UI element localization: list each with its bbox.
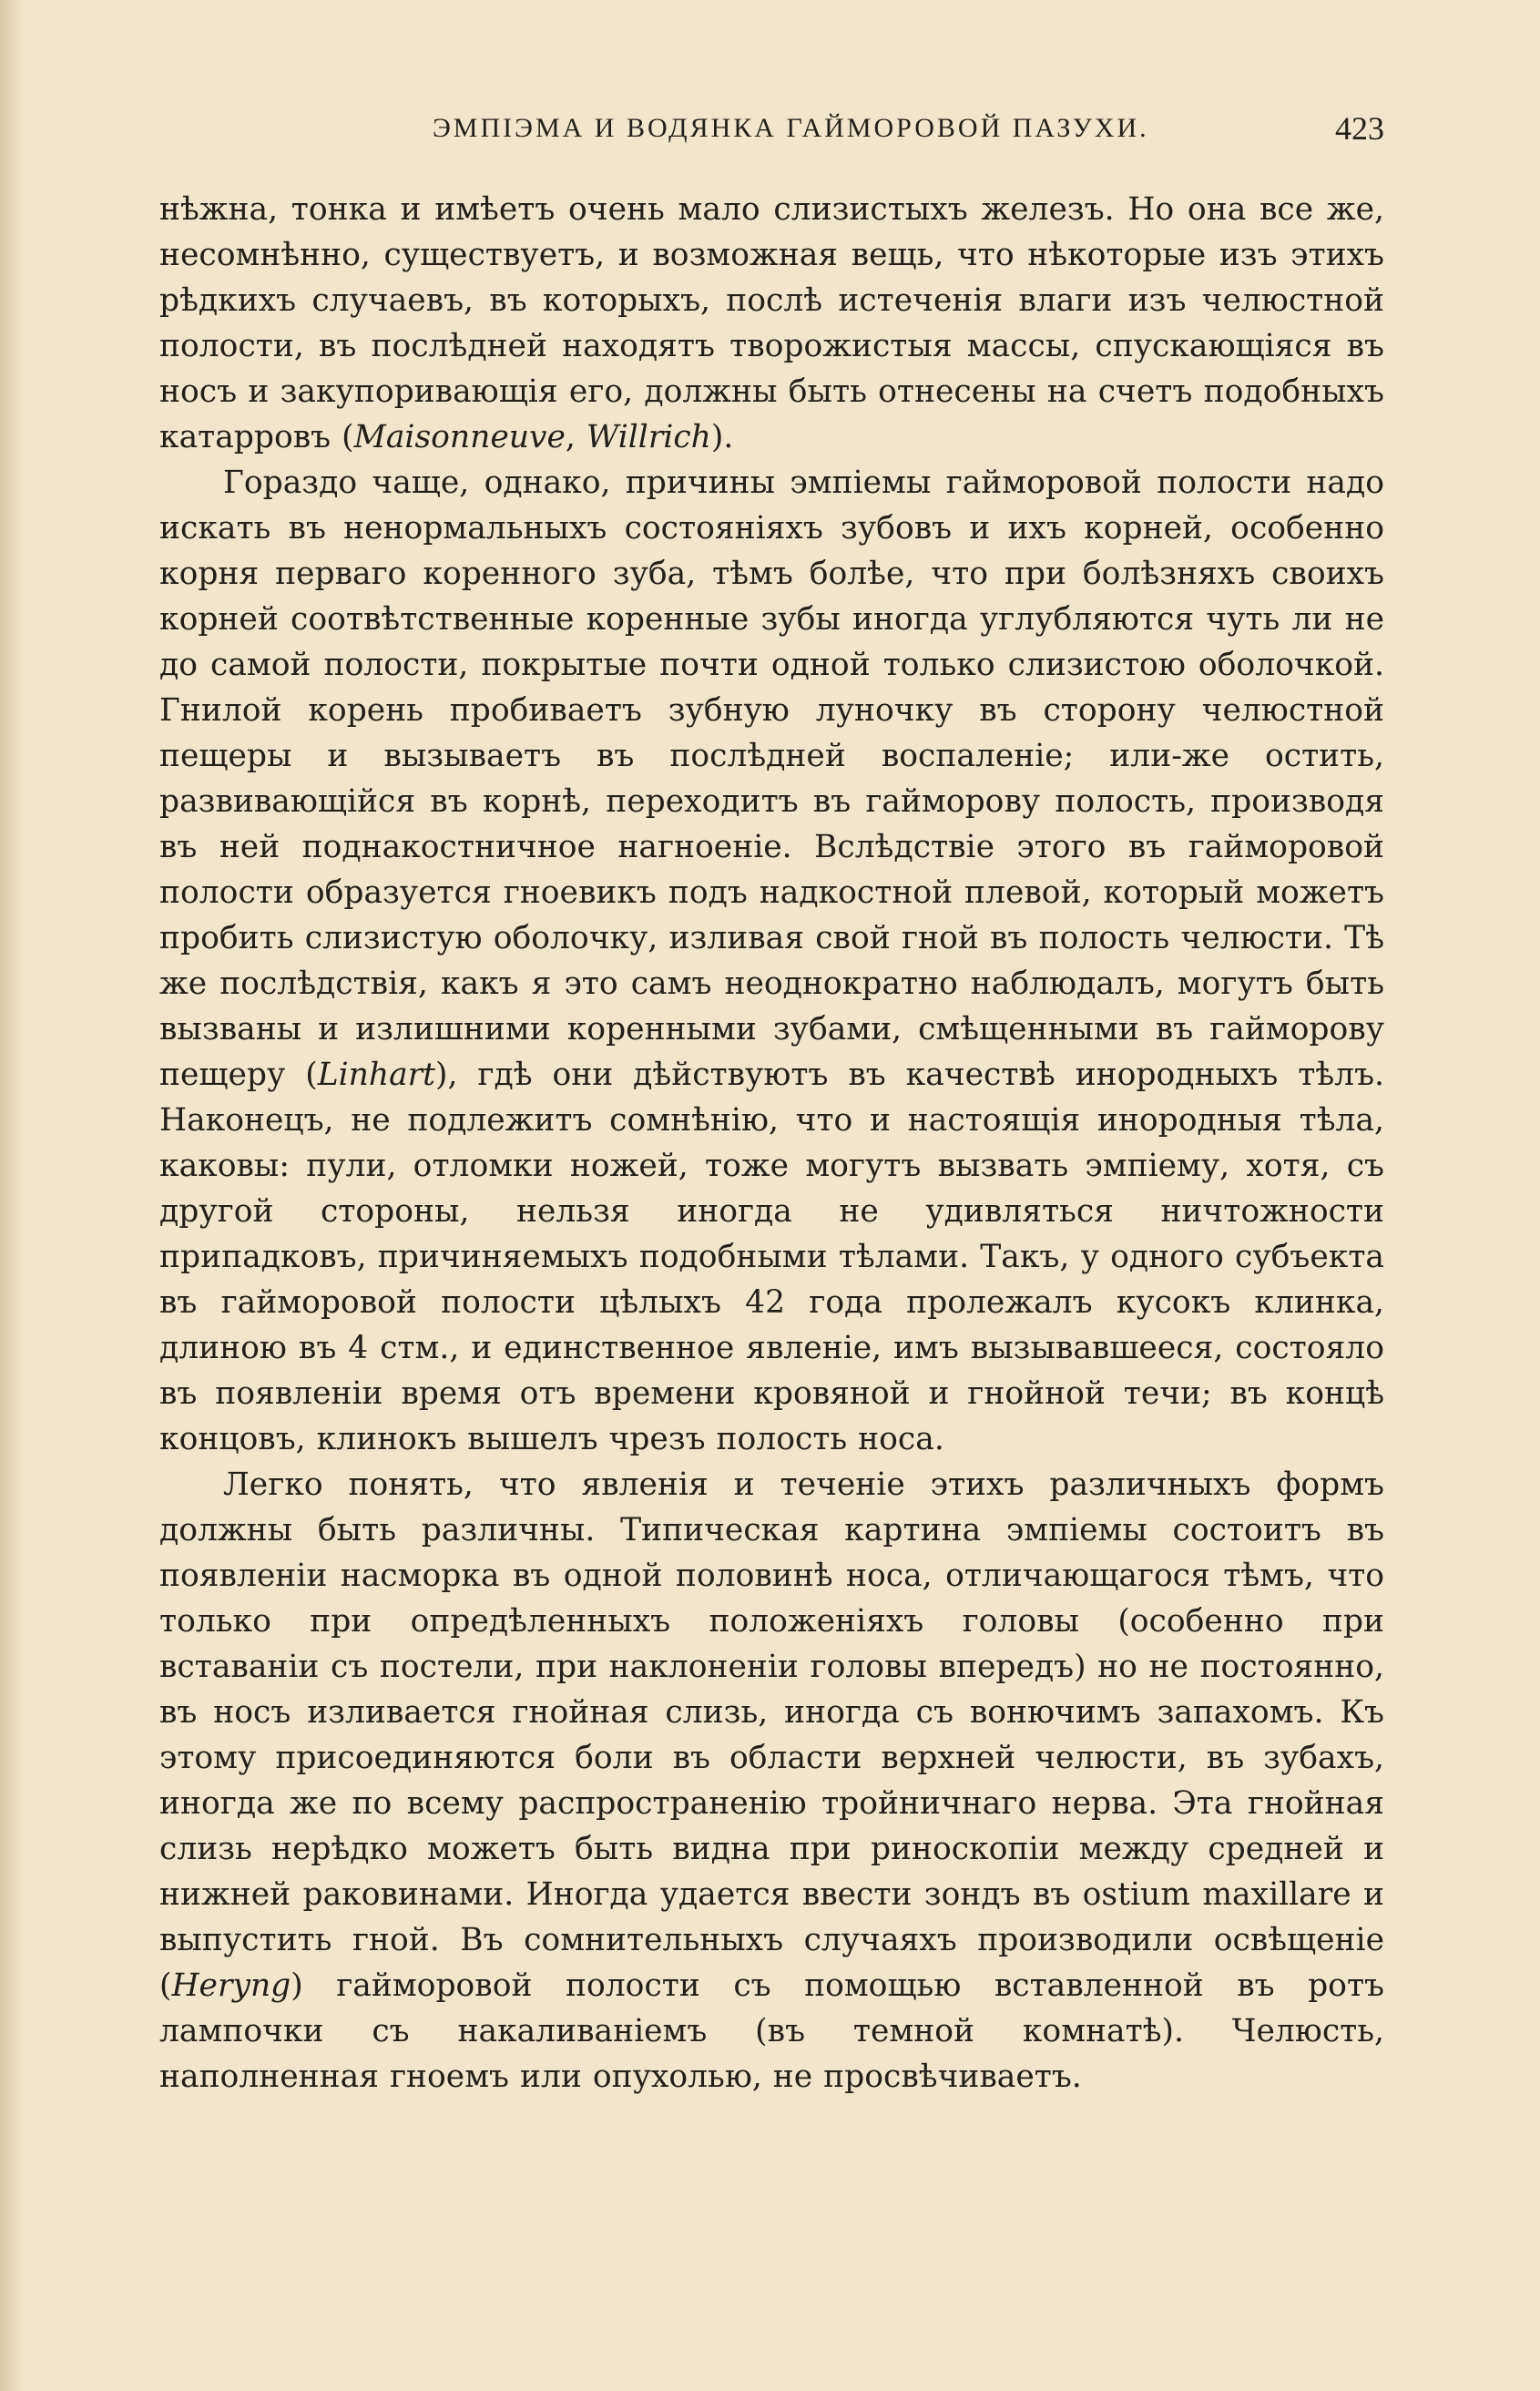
text-segment: ), гдѣ они дѣйствуютъ въ качествѣ инородныхъ тѣлъ. Наконецъ, не подлежитъ сомнѣнію, что и настоящія инородныя тѣла, каковы: пули, отломки ножей, тоже могутъ вызвать эмпіему, хотя, съ другой стороны, нельзя иногда не удивляться ничтожности припадковъ, причиняемыхъ подобными тѣлами. Такъ, у одного субъекта въ гайморовой полости цѣлыхъ 42 года пролежалъ кусокъ клинка, длиною въ 4 стм., и единственное явленіе, имъ вызывавшееся, состояло въ появленіи время отъ времени кровяной и гнойной течи; въ концѣ концовъ, клинокъ вышелъ чрезъ полость носа.	[159, 1057, 1385, 1457]
text-segment: ).	[710, 419, 734, 455]
author-reference: Heryng	[171, 1967, 291, 2004]
paragraph-1	[159, 187, 1384, 460]
page-body	[159, 187, 1384, 2100]
text-segment: Легко понять, что явленія и теченіе этихъ различныхъ формъ должны быть различны. Типическая картина эмпіемы состоитъ въ появленіи насморка въ одной половинѣ носа, отличающагося тѣмъ, что только при опредѣленныхъ положеніяхъ головы (особенно при вставаніи съ постели, при наклоненіи головы впередъ) но не постоянно, въ носъ изливается гнойная слизь, иногда съ вонючимъ запахомъ. Къ этому присоединяются боли въ области верхней челюсти, въ зубахъ, иногда же по всему распространенію тройничнаго нерва. Эта гнойная слизь нерѣдко можетъ быть видна при риноскопіи между средней и нижней раковинами. Иногда удается ввести зондъ въ ostium maxillare и выпустить гной. Въ сомнительныхъ случаяхъ производили освѣщеніе (	[159, 1466, 1384, 2004]
running-head: ЭМПІЭМА И ВОДЯНКА ГАЙМОРОВОЙ ПАЗУХИ.	[433, 113, 1149, 143]
page-number: 423	[1335, 110, 1384, 147]
text-segment: нѣжна, тонка и имѣетъ очень мало слизистыхъ железъ. Но она все же, несомнѣнно, существуетъ, и возможная вещь, что нѣкоторые изъ этихъ рѣдкихъ случаевъ, въ которыхъ, послѣ истеченія влаги изъ челюстной полости, въ послѣдней находятъ творожистыя массы, спускающіяся въ носъ и закупоривающія его, должны быть отнесены на счетъ подобныхъ катарровъ (	[159, 191, 1384, 455]
text-segment: ) гайморовой полости съ помощью вставленной въ ротъ лампочки съ накаливаніемъ (въ темной комнатѣ). Челюсть, наполненная гноемъ или опухолью, не просвѣчиваетъ.	[159, 1967, 1384, 2095]
author-reference: Linhart	[317, 1057, 436, 1093]
text-segment: Гораздо чаще, однако, причины эмпіемы гайморовой полости надо искать въ ненормальныхъ состояніяхъ зубовъ и ихъ корней, особенно корня перваго коренного зуба, тѣмъ болѣе, что при болѣзняхъ своихъ корней соотвѣтственные коренные зубы иногда углубляются чуть ли не до самой полости, покрытые почти одной только слизистою оболочкой. Гнилой корень пробиваетъ зубную луночку въ сторону челюстной пещеры и вызываетъ въ послѣдней воспаленіе; или-же остить, развивающійся въ корнѣ, переходитъ въ гайморову полость, производя въ ней поднакостничное нагноеніе. Вслѣдствіе этого въ гайморовой полости образуется гноевикъ подъ надкостной плевой, который можетъ пробить слизистую оболочку, изливая свой гной въ полость челюсти. Тѣ же послѣдствія, какъ я это самъ неоднократно наблюдалъ, могутъ быть вызваны и излишними коренными зубами, смѣщенными въ гайморову пещеру (	[159, 465, 1384, 1093]
page-header	[159, 109, 1384, 155]
author-reference: Willrich	[586, 419, 711, 455]
paragraph-2	[159, 460, 1384, 1462]
paragraph-3	[159, 1462, 1384, 2100]
text-segment: ,	[565, 419, 586, 455]
author-reference: Maisonneuve	[353, 419, 566, 455]
